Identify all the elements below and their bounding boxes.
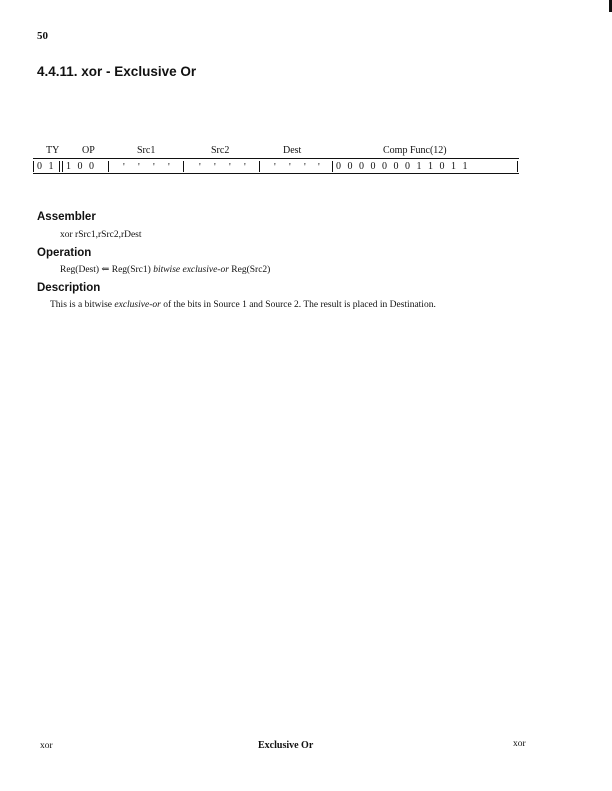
bit-tick: ': [274, 162, 276, 173]
footer-right: xor: [513, 739, 526, 749]
description-heading: Description: [37, 282, 101, 294]
op-bits: 1 0 0: [66, 161, 95, 172]
field-label-comp-func: Comp Func(12): [383, 145, 447, 156]
encoding-bottom-rule: [33, 173, 519, 174]
operation-text: [60, 264, 270, 275]
footer-center: Exclusive Or: [258, 740, 314, 751]
bit-tick: ': [289, 162, 291, 173]
description-text: [50, 300, 436, 310]
assembler-syntax: xor rSrc1,rSrc2,rDest: [60, 230, 142, 240]
bit-tick: ': [153, 162, 155, 173]
bit-tick: ': [214, 162, 216, 173]
bit-tick: ': [229, 162, 231, 173]
bit-tick: ': [168, 162, 170, 173]
field-separator: [183, 161, 184, 172]
footer-left: xor: [40, 741, 53, 751]
field-separator: [259, 161, 260, 172]
description-suffix: of the bits in Source 1 and Source 2. The result is placed in Destination.: [160, 300, 436, 310]
field-separator: [33, 161, 34, 172]
bit-tick: ': [123, 162, 125, 173]
field-label-dest: Dest: [283, 145, 302, 156]
field-label-src1: Src1: [137, 145, 156, 156]
bit-tick: ': [199, 162, 201, 173]
ty-bits: 0 1: [37, 161, 54, 172]
operation-op: bitwise exclusive-or: [153, 265, 229, 275]
comp-func-bits: 0 0 0 0 0 0 0 1 1 0 1 1: [336, 161, 468, 172]
description-italic: exclusive-or: [114, 300, 161, 310]
field-separator: [59, 161, 60, 172]
bit-tick: ': [244, 162, 246, 173]
instruction-encoding: [33, 145, 519, 181]
field-separator: [332, 161, 333, 172]
bit-tick: ': [304, 162, 306, 173]
assembler-heading: Assembler: [37, 211, 96, 223]
operation-heading: Operation: [37, 247, 92, 259]
field-separator: [517, 161, 518, 172]
bit-tick: ': [318, 162, 320, 173]
field-separator: [108, 161, 109, 172]
field-separator: [62, 161, 63, 172]
encoding-top-rule: [33, 158, 519, 159]
page-number: 50: [37, 30, 48, 42]
field-label-ty: TY: [46, 145, 60, 156]
operation-prefix: Reg(Dest) ⇐ Reg(Src1): [60, 265, 154, 275]
field-label-op: OP: [82, 145, 95, 156]
field-label-src2: Src2: [211, 145, 230, 156]
description-prefix: This is a bitwise: [50, 300, 115, 310]
section-title: 4.4.11. xor - Exclusive Or: [37, 64, 197, 79]
operation-suffix: Reg(Src2): [228, 265, 271, 275]
bit-tick: ': [138, 162, 140, 173]
